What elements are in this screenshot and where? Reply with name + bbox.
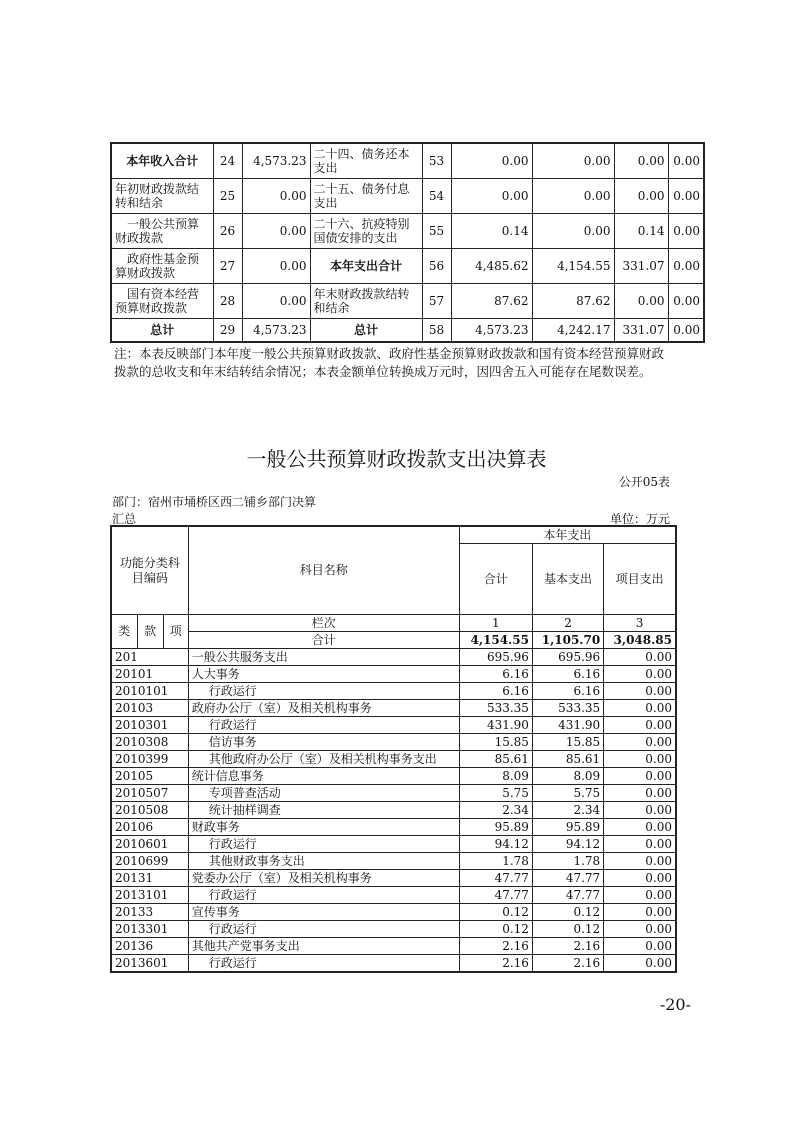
right-value-2: 0.00 — [532, 179, 614, 214]
table-row — [111, 649, 676, 666]
amount-total: 0.12 — [459, 904, 532, 921]
table-row — [111, 853, 676, 870]
form-code: 公开05表 — [618, 475, 670, 489]
table-row — [111, 836, 676, 853]
amount-basic: 6.16 — [532, 683, 603, 700]
amount-project: 0.00 — [604, 785, 676, 802]
amount-total: 15.85 — [459, 734, 532, 751]
amount-basic: 6.16 — [532, 666, 603, 683]
name-header: 科目名称 — [188, 526, 459, 615]
right-value-1: 4,573.23 — [451, 319, 532, 343]
department-label: 部门：宿州市埇桥区西二铺乡部门决算 — [112, 495, 317, 509]
subject-code: 2010301 — [111, 717, 188, 734]
left-line-number: 24 — [213, 143, 242, 179]
right-value-3: 0.00 — [614, 284, 668, 319]
subject-name: 政府办公厅（室）及相关机构事务 — [188, 700, 459, 717]
subject-code: 20133 — [111, 904, 188, 921]
amount-total: 5.75 — [459, 785, 532, 802]
amount-project: 0.00 — [604, 751, 676, 768]
amount-project: 0.00 — [604, 717, 676, 734]
total-row — [111, 632, 676, 649]
subject-name: 人大事务 — [188, 666, 459, 683]
column-number-2: 2 — [532, 615, 603, 632]
right-value-2: 87.62 — [532, 284, 614, 319]
right-line-number: 53 — [422, 143, 451, 179]
subject-code: 2010101 — [111, 683, 188, 700]
table-row — [111, 938, 676, 955]
amount-project: 0.00 — [604, 666, 676, 683]
total-basic: 1,105.70 — [532, 632, 603, 649]
total-label: 合计 — [188, 632, 459, 649]
subject-code: 201 — [111, 649, 188, 666]
amount-total: 8.09 — [459, 768, 532, 785]
amount-basic: 431.90 — [532, 717, 603, 734]
total-sum: 4,154.55 — [459, 632, 532, 649]
right-value-4: 0.00 — [668, 284, 704, 319]
subject-name: 行政运行 — [188, 921, 459, 938]
amount-total: 695.96 — [459, 649, 532, 666]
left-amount: 4,573.23 — [242, 319, 310, 343]
department-label-line2: 汇总 — [112, 512, 137, 526]
lei-header: 类 — [111, 615, 137, 649]
right-value-1: 0.00 — [451, 179, 532, 214]
amount-project: 0.00 — [604, 802, 676, 819]
right-label: 二十四、债务还本支出 — [310, 143, 422, 179]
right-line-number: 57 — [422, 284, 451, 319]
table-row — [111, 683, 676, 700]
fiscal-summary-table — [110, 142, 705, 343]
amount-total: 6.16 — [459, 683, 532, 700]
amount-project: 0.00 — [604, 819, 676, 836]
amount-project: 0.00 — [604, 734, 676, 751]
subject-code: 20106 — [111, 819, 188, 836]
left-amount: 0.00 — [242, 214, 310, 249]
amount-total: 94.12 — [459, 836, 532, 853]
amount-basic: 15.85 — [532, 734, 603, 751]
amount-total: 47.77 — [459, 887, 532, 904]
amount-basic: 95.89 — [532, 819, 603, 836]
amount-basic: 1.78 — [532, 853, 603, 870]
amount-project: 0.00 — [604, 683, 676, 700]
right-value-2: 4,242.17 — [532, 319, 614, 343]
right-value-3: 0.00 — [614, 143, 668, 179]
amount-basic: 8.09 — [532, 768, 603, 785]
subject-name: 宣传事务 — [188, 904, 459, 921]
table-row — [111, 921, 676, 938]
amount-project: 0.00 — [604, 904, 676, 921]
summary-row — [111, 179, 704, 214]
summary-row — [111, 214, 704, 249]
subject-name: 行政运行 — [188, 836, 459, 853]
left-amount: 4,573.23 — [242, 143, 310, 179]
right-value-3: 331.07 — [614, 319, 668, 343]
table-row — [111, 904, 676, 921]
amount-basic: 47.77 — [532, 870, 603, 887]
subject-name: 财政事务 — [188, 819, 459, 836]
subject-code: 2010399 — [111, 751, 188, 768]
right-line-number: 58 — [422, 319, 451, 343]
subject-name: 党委办公厅（室）及相关机构事务 — [188, 870, 459, 887]
summary-row — [111, 284, 704, 319]
amount-total: 533.35 — [459, 700, 532, 717]
amount-total: 85.61 — [459, 751, 532, 768]
subject-name: 其他政府办公厅（室）及相关机构事务支出 — [188, 751, 459, 768]
right-label: 本年支出合计 — [310, 249, 422, 284]
table-row — [111, 700, 676, 717]
amount-basic: 2.34 — [532, 802, 603, 819]
table-row — [111, 819, 676, 836]
amount-project: 0.00 — [604, 955, 676, 973]
amount-project: 0.00 — [604, 887, 676, 904]
subject-code: 2013301 — [111, 921, 188, 938]
summary-row — [111, 319, 704, 343]
header-row-1 — [111, 526, 676, 544]
subject-name: 其他财政事务支出 — [188, 853, 459, 870]
right-label: 年末财政拨款结转和结余 — [310, 284, 422, 319]
amount-project: 0.00 — [604, 853, 676, 870]
amount-total: 2.34 — [459, 802, 532, 819]
table-row — [111, 666, 676, 683]
amount-project: 0.00 — [604, 700, 676, 717]
right-value-3: 0.14 — [614, 214, 668, 249]
right-label: 总计 — [310, 319, 422, 343]
left-label: 国有资本经营预算财政拨款 — [111, 284, 213, 319]
right-label: 二十五、债务付息支出 — [310, 179, 422, 214]
column-number-1: 1 — [459, 615, 532, 632]
column-number-row — [111, 615, 676, 632]
left-line-number: 26 — [213, 214, 242, 249]
amount-project: 0.00 — [604, 649, 676, 666]
kuan-header: 款 — [137, 615, 163, 649]
right-line-number: 54 — [422, 179, 451, 214]
table-row — [111, 785, 676, 802]
table-row — [111, 734, 676, 751]
fiscal-summary-body — [111, 143, 704, 342]
subject-code: 2010601 — [111, 836, 188, 853]
amount-total: 6.16 — [459, 666, 532, 683]
subject-name: 信访事务 — [188, 734, 459, 751]
amount-total: 2.16 — [459, 938, 532, 955]
right-value-2: 4,154.55 — [532, 249, 614, 284]
amount-basic: 695.96 — [532, 649, 603, 666]
subject-name: 统计信息事务 — [188, 768, 459, 785]
left-label: 年初财政拨款结转和结余 — [111, 179, 213, 214]
left-label: 总计 — [111, 319, 213, 343]
code-header: 功能分类科目编码 — [111, 526, 188, 615]
subject-name: 其他共产党事务支出 — [188, 938, 459, 955]
right-value-1: 87.62 — [451, 284, 532, 319]
subject-code: 20136 — [111, 938, 188, 955]
amount-basic: 533.35 — [532, 700, 603, 717]
amount-basic: 2.16 — [532, 938, 603, 955]
subject-name: 行政运行 — [188, 955, 459, 973]
table-row — [111, 955, 676, 973]
amount-total: 2.16 — [459, 955, 532, 973]
subject-name: 行政运行 — [188, 887, 459, 904]
right-value-4: 0.00 — [668, 249, 704, 284]
left-label: 政府性基金预算财政拨款 — [111, 249, 213, 284]
subject-code: 20131 — [111, 870, 188, 887]
right-value-4: 0.00 — [668, 179, 704, 214]
right-value-1: 0.14 — [451, 214, 532, 249]
group-header: 本年支出 — [459, 526, 676, 544]
table-row — [111, 802, 676, 819]
amount-total: 0.12 — [459, 921, 532, 938]
left-amount: 0.00 — [242, 179, 310, 214]
amount-basic: 2.16 — [532, 955, 603, 973]
left-label: 本年收入合计 — [111, 143, 213, 179]
subject-name: 一般公共服务支出 — [188, 649, 459, 666]
summary-row — [111, 249, 704, 284]
right-line-number: 55 — [422, 214, 451, 249]
amount-project: 0.00 — [604, 921, 676, 938]
subject-code: 20101 — [111, 666, 188, 683]
subject-code: 2010507 — [111, 785, 188, 802]
expenditure-table — [110, 525, 677, 973]
subject-code: 2010699 — [111, 853, 188, 870]
page-number: -20- — [659, 995, 691, 1014]
subject-name: 行政运行 — [188, 683, 459, 700]
right-value-4: 0.00 — [668, 143, 704, 179]
right-value-4: 0.00 — [668, 319, 704, 343]
right-value-3: 0.00 — [614, 179, 668, 214]
right-label: 二十六、抗疫特别国债安排的支出 — [310, 214, 422, 249]
amount-project: 0.00 — [604, 836, 676, 853]
amount-project: 0.00 — [604, 870, 676, 887]
left-amount: 0.00 — [242, 284, 310, 319]
amount-basic: 47.77 — [532, 887, 603, 904]
subject-code: 2013601 — [111, 955, 188, 973]
right-value-2: 0.00 — [532, 214, 614, 249]
amount-total: 47.77 — [459, 870, 532, 887]
left-line-number: 25 — [213, 179, 242, 214]
amount-total: 431.90 — [459, 717, 532, 734]
amount-project: 0.00 — [604, 768, 676, 785]
table-row — [111, 768, 676, 785]
amount-basic: 85.61 — [532, 751, 603, 768]
total-project: 3,048.85 — [604, 632, 676, 649]
left-line-number: 29 — [213, 319, 242, 343]
subject-code: 20103 — [111, 700, 188, 717]
right-value-1: 0.00 — [451, 143, 532, 179]
unit-label: 单位：万元 — [609, 512, 670, 526]
subject-code: 2010508 — [111, 802, 188, 819]
subject-name: 统计抽样调查 — [188, 802, 459, 819]
right-value-4: 0.00 — [668, 214, 704, 249]
subject-code: 2010308 — [111, 734, 188, 751]
col-total-header: 合计 — [459, 544, 532, 615]
table-row — [111, 870, 676, 887]
column-number-3: 3 — [604, 615, 676, 632]
right-value-2: 0.00 — [532, 143, 614, 179]
table-row — [111, 887, 676, 904]
amount-basic: 5.75 — [532, 785, 603, 802]
col-project-header: 项目支出 — [604, 544, 676, 615]
amount-basic: 0.12 — [532, 904, 603, 921]
amount-total: 95.89 — [459, 819, 532, 836]
left-line-number: 28 — [213, 284, 242, 319]
left-line-number: 27 — [213, 249, 242, 284]
subject-code: 20105 — [111, 768, 188, 785]
amount-basic: 94.12 — [532, 836, 603, 853]
left-label: 一般公共预算财政拨款 — [111, 214, 213, 249]
column-number-label: 栏次 — [188, 615, 459, 632]
table-row — [111, 717, 676, 734]
amount-basic: 0.12 — [532, 921, 603, 938]
right-value-3: 331.07 — [614, 249, 668, 284]
summary-row — [111, 143, 704, 179]
col-basic-header: 基本支出 — [532, 544, 603, 615]
xiang-header: 项 — [163, 615, 188, 649]
section-title: 一般公共预算财政拨款支出决算表 — [246, 447, 547, 471]
subject-name: 专项普查活动 — [188, 785, 459, 802]
subject-name: 行政运行 — [188, 717, 459, 734]
table-row — [111, 751, 676, 768]
left-amount: 0.00 — [242, 249, 310, 284]
subject-code: 2013101 — [111, 887, 188, 904]
right-line-number: 56 — [422, 249, 451, 284]
expenditure-body — [111, 526, 676, 972]
amount-total: 1.78 — [459, 853, 532, 870]
table-note: 注：本表反映部门本年度一般公共预算财政拨款、政府性基金预算财政拨款和国有资本经营预算财政拨款的总收支和年末结转结余情况；本表金额单位转换成万元时，因四舍五入可能存在尾数误差。 — [114, 346, 665, 379]
right-value-1: 4,485.62 — [451, 249, 532, 284]
amount-project: 0.00 — [604, 938, 676, 955]
